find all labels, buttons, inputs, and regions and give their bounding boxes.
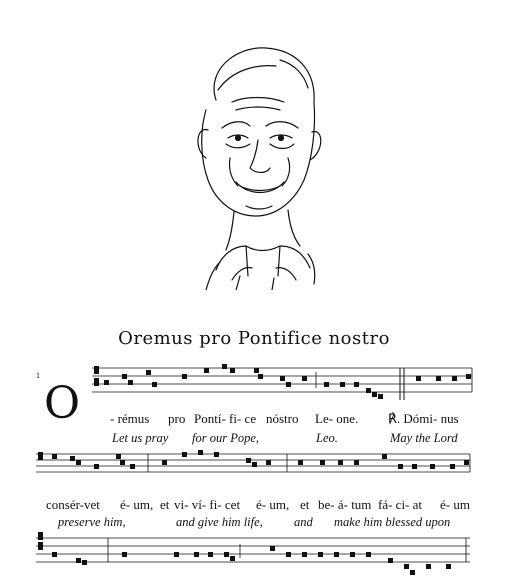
- chant-title: Oremus pro Pontifice nostro: [118, 328, 390, 349]
- lyric-1-2: pro: [168, 411, 186, 426]
- lyric-1-3: Pontí- fi- ce: [194, 411, 257, 426]
- lyric-2-2: é- um,: [120, 497, 154, 512]
- lyric-2-6: et: [300, 497, 310, 512]
- translation-1-3: Leo.: [316, 431, 338, 445]
- lyric-2-4: vi- ví- fi- cet: [174, 497, 241, 512]
- translation-2-2: and give him life,: [176, 515, 263, 529]
- staff-line-3: [0, 530, 508, 587]
- staff-line-1: [0, 358, 508, 408]
- lyric-1-1: - rémus: [110, 411, 150, 426]
- translation-1-1: Let us pray: [112, 431, 169, 445]
- lyric-2-1: consér-vet: [46, 497, 100, 512]
- lyric-2-5: é- um,: [256, 497, 290, 512]
- lyric-2-7: be- á- tum: [318, 497, 372, 512]
- lyric-1-6: ℟. Dómi- nus: [388, 411, 459, 426]
- lyric-1-5: Le- one.: [315, 411, 359, 426]
- translation-2-3: and: [294, 515, 313, 529]
- lyric-2-8: fá- ci- at: [378, 497, 423, 512]
- translation-1-4: May the Lord: [390, 431, 458, 445]
- translation-2-4: make him blessed upon: [334, 515, 451, 529]
- verse-number: 1: [36, 371, 40, 380]
- pope-portrait-illustration: [176, 40, 336, 290]
- initial-letter: O: [44, 378, 81, 429]
- staff-line-2: [0, 446, 508, 486]
- lyric-1-4: nóstro: [266, 411, 299, 426]
- translation-2-1: preserve him,: [58, 515, 126, 529]
- translation-1-2: for our Pope,: [192, 431, 260, 445]
- lyric-2-9: é- um: [440, 497, 470, 512]
- lyric-2-3: et: [160, 497, 170, 512]
